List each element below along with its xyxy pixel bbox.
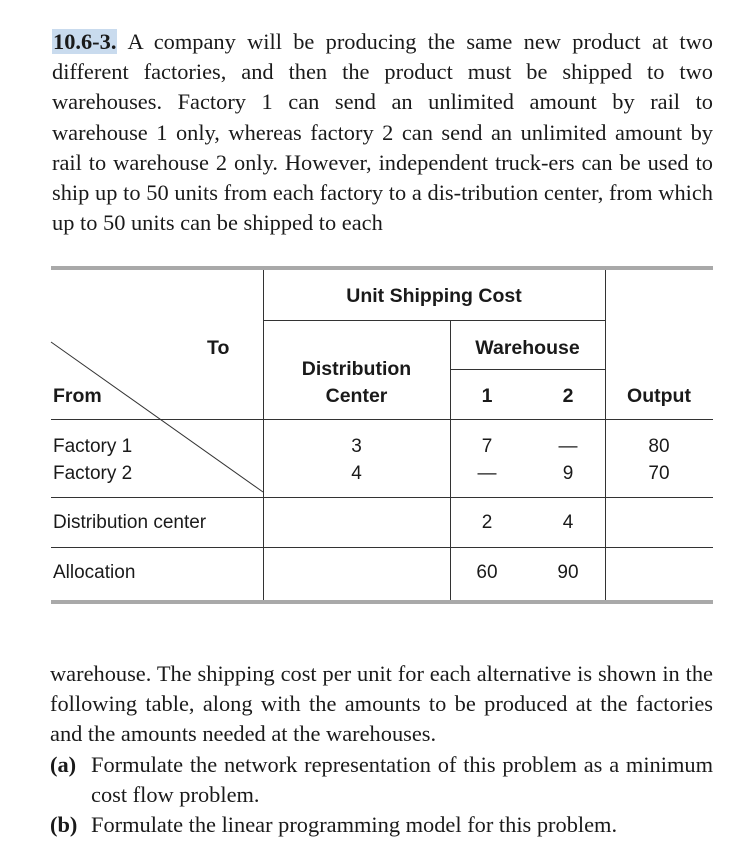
row-label-allocation: Allocation	[53, 562, 136, 583]
factory-2-w2-cost: 9	[562, 463, 574, 484]
allocation-w1: 60	[476, 562, 498, 583]
problem-intro-text: A company will be producing the same new product at two different factories, and then the product must be shipped to two warehouses. Factory 1 can send an unlimited amount by rail to warehouse 1 only, whereas factory 2 can send an unlimited amount by rail to warehouse 2 only. However, independent truck-ers can be used to ship up to 50 units from each factory to a dis-tribution center, from which up to 50 units can be shipped to each	[52, 29, 713, 236]
col-warehouse: Warehouse	[475, 337, 580, 359]
table-title: Unit Shipping Cost	[346, 285, 522, 307]
factory-1-w1-cost: 7	[481, 436, 493, 457]
part-a-text: Formulate the network representation of this problem as a minimum cost flow problem.	[91, 752, 713, 808]
factory-1-output: 80	[648, 436, 670, 457]
problem-parts	[50, 750, 713, 841]
factory-2-w1-cost: —	[477, 463, 497, 484]
col-output: Output	[627, 385, 691, 407]
row-label-factory-1: Factory 1	[53, 436, 133, 457]
part-b-text: Formulate the linear programming model for this problem.	[91, 812, 618, 838]
factory-1-dc-cost: 3	[351, 436, 362, 457]
corner-from: From	[53, 385, 102, 407]
problem-number: 10.6-3.	[53, 29, 117, 54]
col-warehouse-2: 2	[562, 385, 574, 407]
problem-continuation: warehouse. The shipping cost per unit for each alternative is shown in the following table, along with the amounts to be produced at the factories and the amounts needed at the warehouses.	[50, 661, 713, 747]
part-a-label: (a)	[50, 752, 77, 777]
factory-2-output: 70	[648, 463, 670, 484]
part-b-label: (b)	[50, 812, 78, 838]
row-label-factory-2: Factory 2	[53, 463, 133, 484]
row-label-distribution-center: Distribution center	[53, 512, 207, 533]
part-a	[50, 750, 713, 810]
col-distribution-line1: Distribution	[301, 358, 412, 380]
dc-w2-cost: 4	[562, 512, 574, 533]
allocation-w2: 90	[557, 562, 579, 583]
factory-1-w2-cost: —	[558, 436, 578, 457]
factory-2-dc-cost: 4	[351, 463, 362, 484]
dc-w1-cost: 2	[481, 512, 493, 533]
col-distribution-line2: Center	[325, 385, 388, 407]
part-b	[50, 810, 713, 840]
col-warehouse-1: 1	[481, 385, 493, 407]
corner-to: To	[207, 337, 230, 359]
